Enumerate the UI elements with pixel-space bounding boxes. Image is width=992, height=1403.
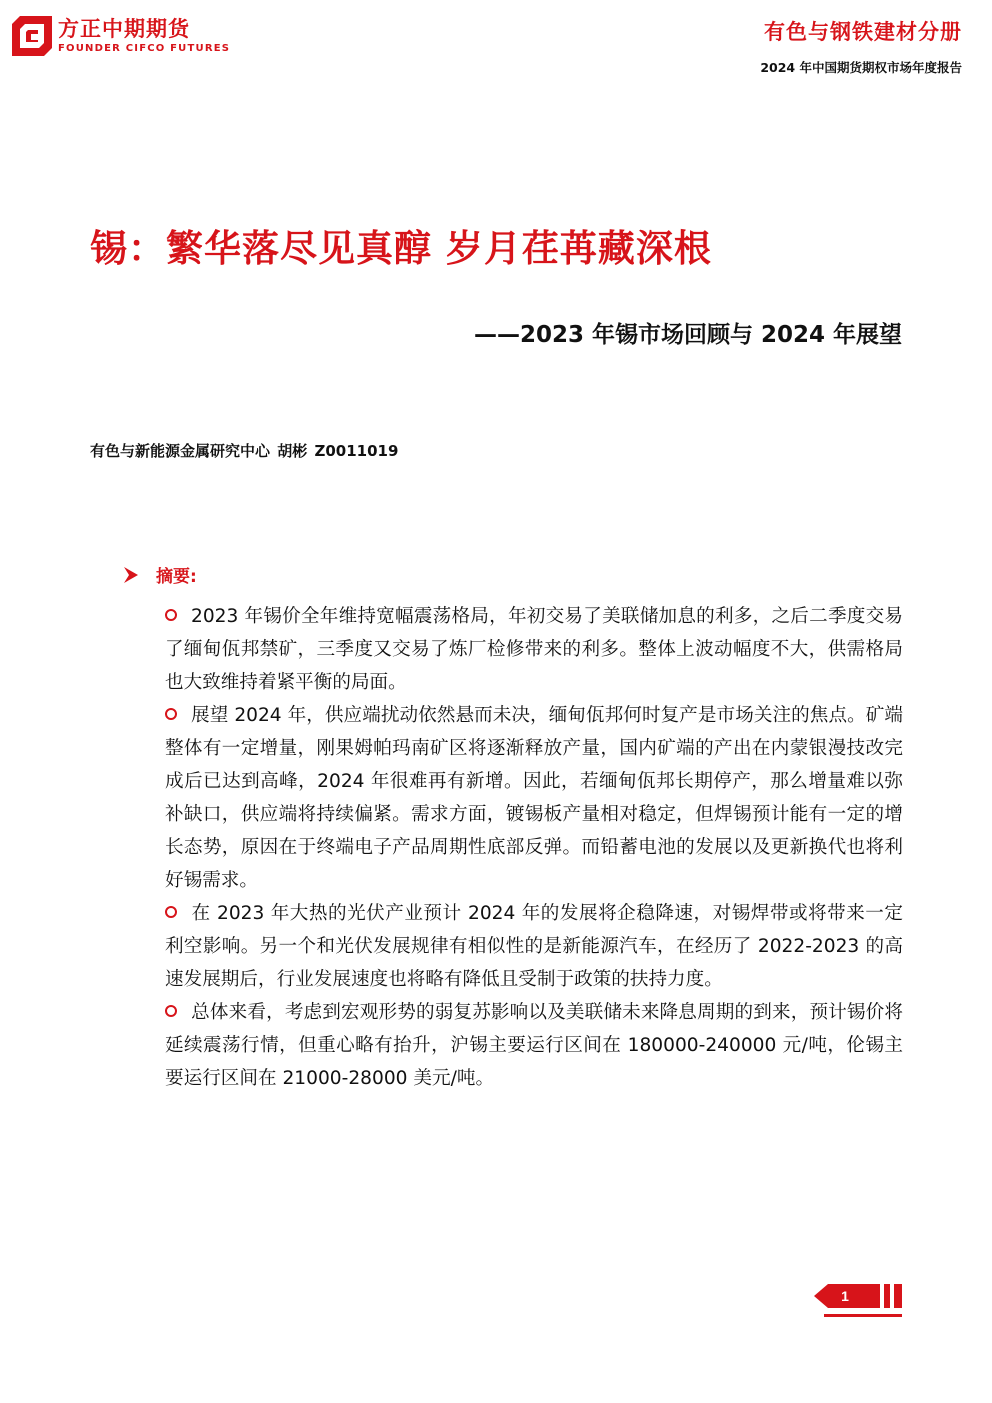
paragraph-text: 2023 年锡价全年维持宽幅震荡格局，年初交易了美联储加息的利多，之后二季度交易了缅甸佤邦禁矿，三季度又交易了炼厂检修带来的利多。整体上波动幅度不大，供需格局也大致维持着紧平衡的局面。: [165, 606, 903, 693]
paragraph-text: 展望 2024 年，供应端扰动依然悬而未决，缅甸佤邦何时复产是市场关注的焦点。矿端整体有一定增量，刚果姆帕玛南矿区将逐渐释放产量，国内矿端的产出在内蒙银漫技改完成后已达到高峰，2024 年很难再有新增。因此，若缅甸佤邦长期停产，那么增量难以弥补缺口，供应端将持续偏紧。需求方面，镀锡板产量相对稳定，但焊锡预计能有一定的增长态势，原因在于终端电子产品周期性底部反弹。而铅蓄电池的发展以及更新换代也将利好锡需求。: [165, 705, 903, 891]
report-title: 2024 年中国期货期权市场年度报告: [760, 60, 962, 75]
founder-logo-icon: [12, 16, 52, 56]
logo-en-text: FOUNDER CIFCO FUTURES: [58, 42, 231, 54]
logo-cn-text: 方正中期期货: [58, 16, 190, 41]
section-title: 有色与钢铁建材分册: [764, 20, 962, 44]
page-number-badge: [810, 1282, 904, 1320]
circle-bullet-icon: [165, 708, 177, 720]
circle-bullet-icon: [165, 609, 177, 621]
page-title: 锡：繁华落尽见真醇 岁月荏苒藏深根: [90, 227, 712, 270]
abstract-paragraph: [165, 600, 903, 699]
abstract-heading: [124, 562, 197, 587]
abstract-paragraph: [165, 699, 903, 897]
brand-logo: [12, 16, 230, 56]
page-subtitle: ——2023 年锡市场回顾与 2024 年展望: [473, 322, 902, 348]
circle-bullet-icon: [165, 1005, 177, 1017]
abstract-body: [165, 600, 903, 1095]
page-number: 1: [841, 1288, 849, 1304]
paragraph-text: 总体来看，考虑到宏观形势的弱复苏影响以及美联储未来降息周期的到来，预计锡价将延续震荡行情，但重心略有抬升，沪锡主要运行区间在 180000-240000 元/吨，伦锡主要运行区间在 21000-28000 美元/吨。: [165, 1002, 903, 1089]
abstract-paragraph: [165, 996, 903, 1095]
author-line: 有色与新能源金属研究中心 胡彬 Z0011019: [90, 442, 399, 460]
arrow-bullet-icon: [124, 567, 138, 583]
paragraph-text: 在 2023 年大热的光伏产业预计 2024 年的发展将企稳降速，对锡焊带或将带来一定利空影响。另一个和光伏发展规律有相似性的是新能源汽车，在经历了 2022-2023 的高速发展期后，行业发展速度也将略有降低且受制于政策的扶持力度。: [165, 903, 903, 990]
abstract-label: 摘要:: [156, 567, 197, 587]
header-right: [760, 16, 962, 76]
circle-bullet-icon: [165, 906, 177, 918]
abstract-paragraph: [165, 897, 903, 996]
